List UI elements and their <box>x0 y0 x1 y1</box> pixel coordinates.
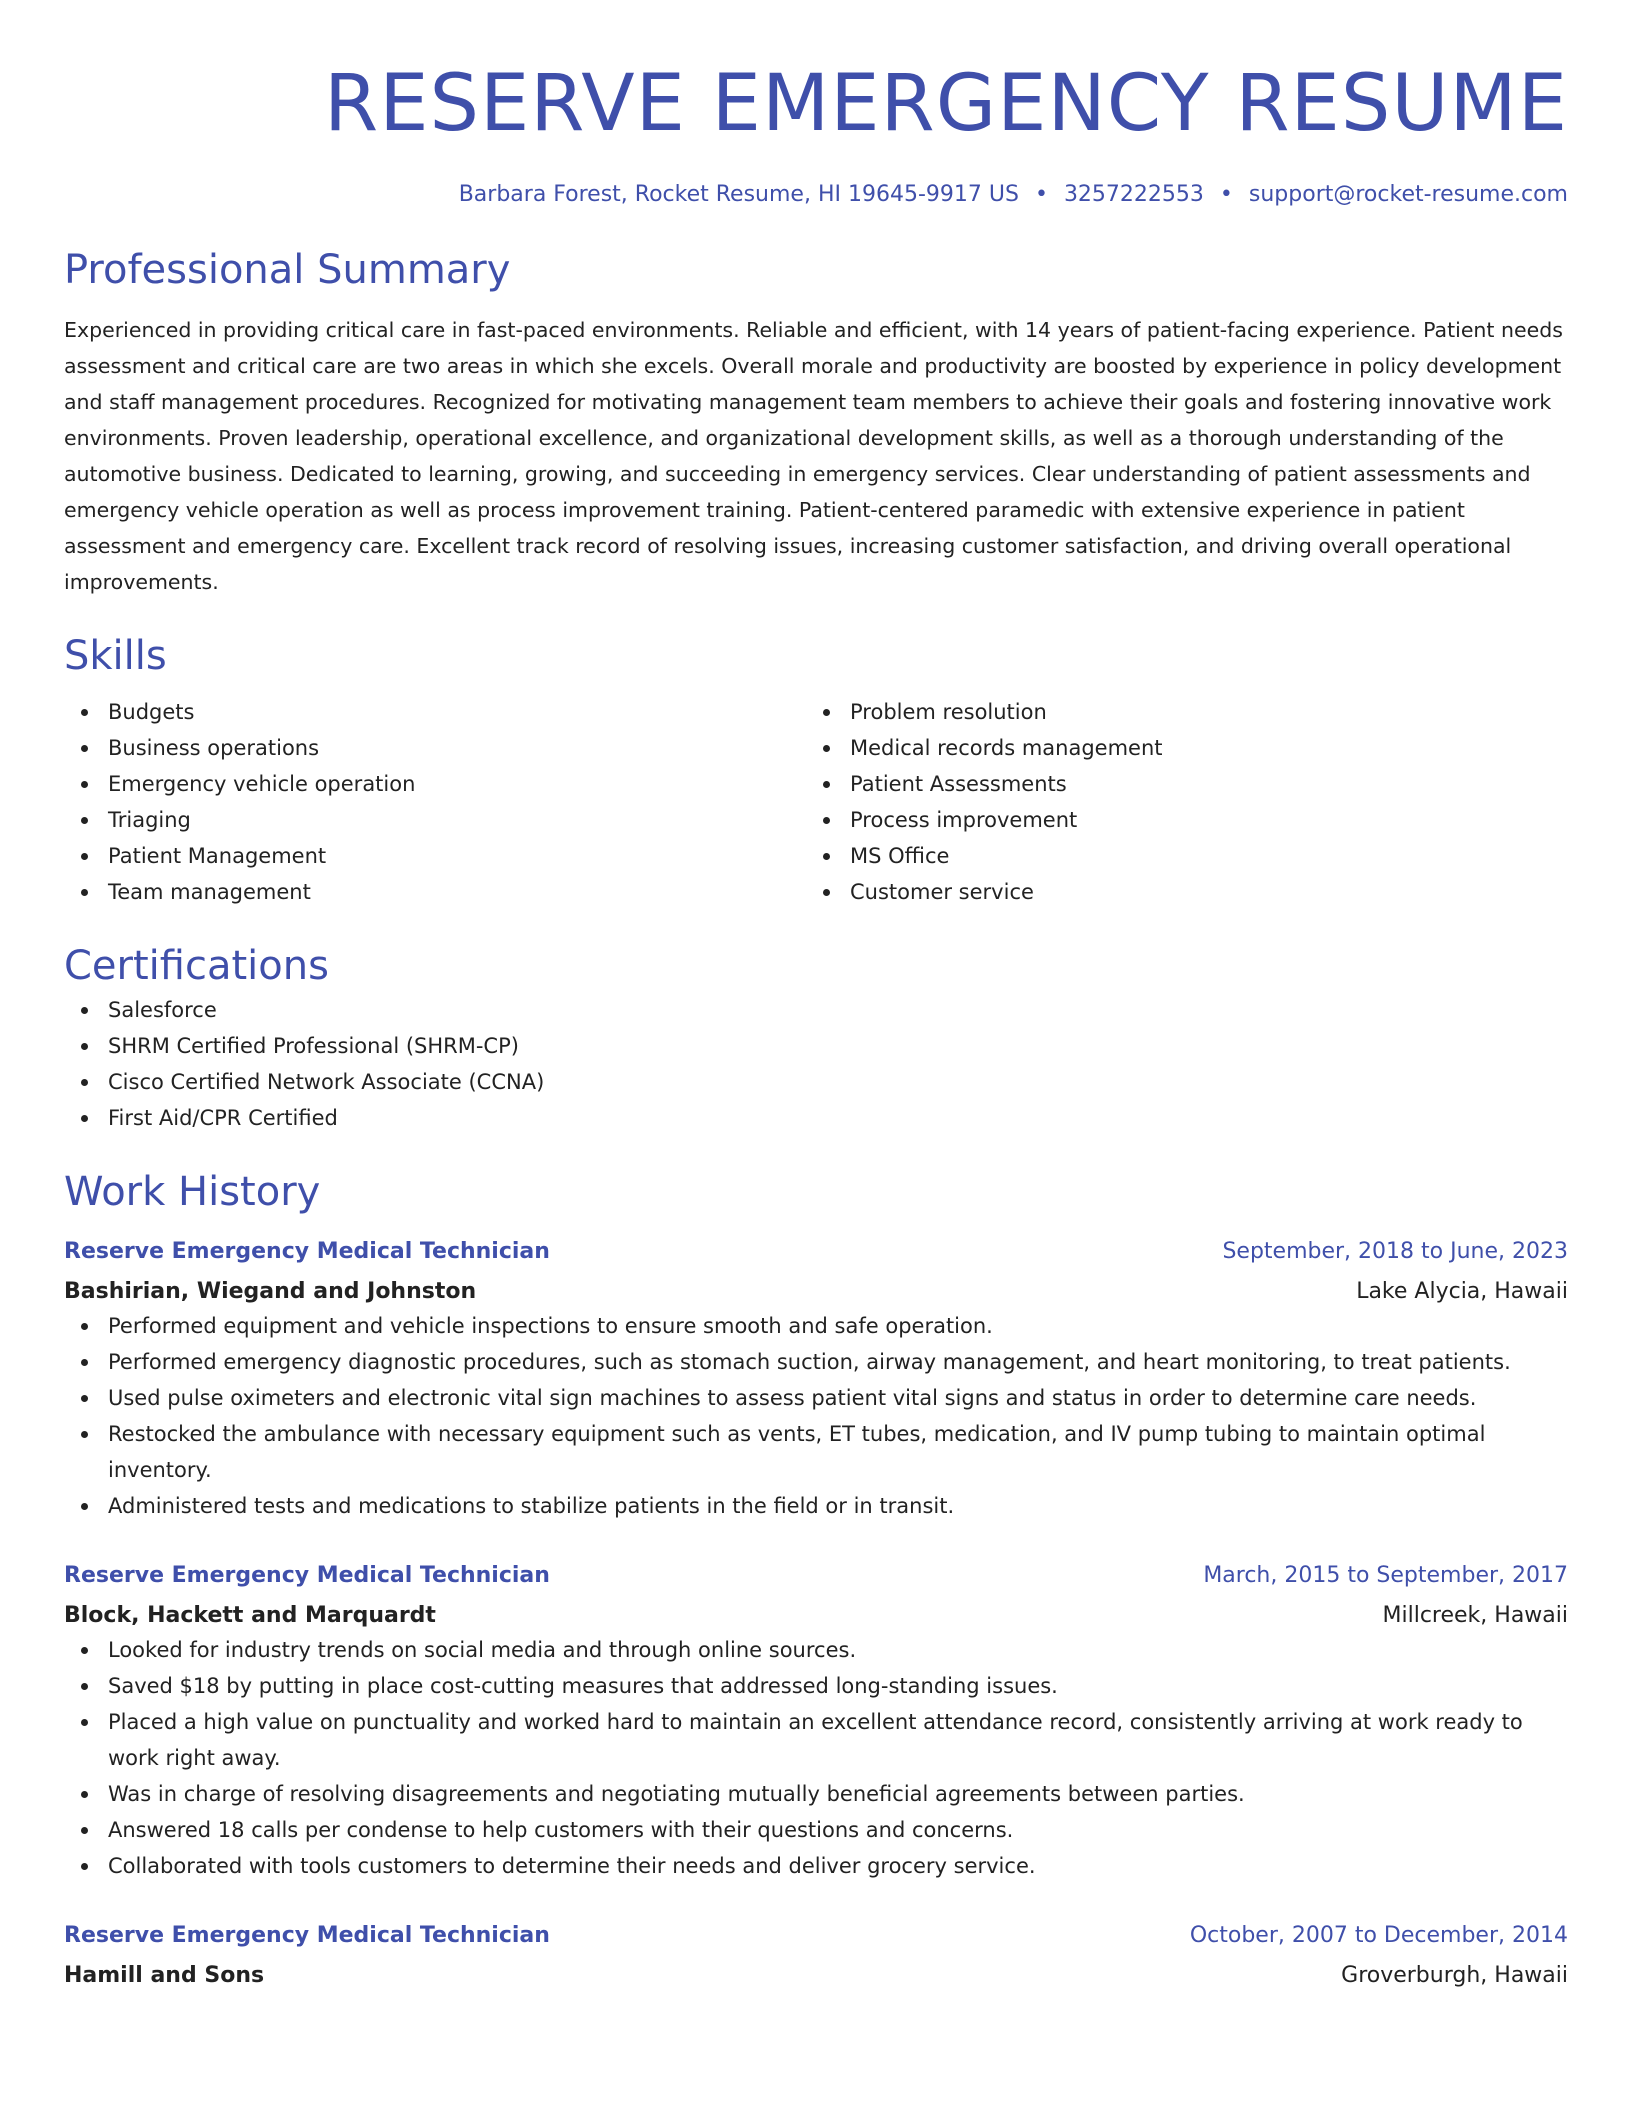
job-bullet: Saved $18 by putting in place cost-cutting measures that addressed long-standing issues. <box>64 1668 1568 1704</box>
job-bullet: Performed emergency diagnostic procedures, such as stomach suction, airway management, and heart monitoring, to treat patients. <box>64 1344 1568 1380</box>
skill-item: Process improvement <box>806 802 1548 838</box>
job-dates: March, 2015 to September, 2017 <box>1203 1563 1568 1588</box>
job-title: Reserve Emergency Medical Technician <box>64 1923 550 1948</box>
certifications-list <box>64 992 1568 1136</box>
certification-item: Cisco Certified Network Associate (CCNA) <box>64 1064 1568 1100</box>
job-bullet: Looked for industry trends on social media and through online sources. <box>64 1632 1568 1668</box>
skills-column-left <box>64 694 806 910</box>
job-company: Block, Hackett and Marquardt <box>64 1603 436 1628</box>
skill-item: Patient Assessments <box>806 766 1548 802</box>
job-bullet: Performed equipment and vehicle inspections to ensure smooth and safe operation. <box>64 1308 1568 1344</box>
certifications-section <box>64 940 1568 1136</box>
contact-separator: • <box>1219 182 1233 207</box>
skills-grid <box>64 694 1568 910</box>
job-company-row <box>64 1952 1568 1992</box>
job-entry <box>64 1236 1568 1524</box>
skill-item: MS Office <box>806 838 1548 874</box>
summary-text: Experienced in providing critical care in fast-paced environments. Reliable and efficient, with 14 years of patient-facing experience. Patient needs assessment and critical care are two areas in which she excels. Overall morale and productivity are boosted by experience in policy development and staff management procedures. Recognized for motivating management team members to achieve their goals and fostering innovative work environments. Proven leadership, operational excellence, and organizational development skills, as well as a thorough understanding of the automotive business. Dedicated to learning, growing, and succeeding in emergency services. Clear understanding of patient assessments and emergency vehicle operation as well as process improvement training. Patient-centered paramedic with extensive experience in patient assessment and emergency care. Excellent track record of resolving issues, increasing customer satisfaction, and driving overall operational improvements. <box>64 318 1563 594</box>
job-header-row <box>64 1920 1568 1952</box>
skill-item: Business operations <box>64 730 806 766</box>
summary-heading: Professional Summary <box>64 247 511 293</box>
job-bullet: Used pulse oximeters and electronic vital sign machines to assess patient vital signs and status in order to determine care needs. <box>64 1380 1568 1416</box>
job-header-row <box>64 1236 1568 1268</box>
contact-phone: 3257222553 <box>1063 182 1204 207</box>
work-history-section <box>64 1166 1568 1992</box>
job-location: Millcreek, Hawaii <box>1382 1603 1568 1628</box>
job-bullet: Collaborated with tools customers to determine their needs and deliver grocery service. <box>64 1848 1568 1884</box>
skills-list-left <box>64 694 806 910</box>
skill-item: Problem resolution <box>806 694 1548 730</box>
resume-header <box>64 0 1568 210</box>
job-entry <box>64 1920 1568 1992</box>
job-company-row <box>64 1592 1568 1632</box>
skills-list-right <box>806 694 1548 910</box>
job-bullet: Answered 18 calls per condense to help customers with their questions and concerns. <box>64 1812 1568 1848</box>
contact-line <box>64 180 1568 210</box>
skills-section <box>64 630 1568 910</box>
job-entry <box>64 1560 1568 1884</box>
skills-heading: Skills <box>64 633 167 679</box>
job-dates: September, 2018 to June, 2023 <box>1222 1239 1568 1264</box>
job-bullet: Was in charge of resolving disagreements and negotiating mutually beneficial agreements between parties. <box>64 1776 1568 1812</box>
certification-item: SHRM Certified Professional (SHRM-CP) <box>64 1028 1568 1064</box>
skill-item: Budgets <box>64 694 806 730</box>
contact-email: support@rocket-resume.com <box>1248 182 1568 207</box>
skill-item: Medical records management <box>806 730 1548 766</box>
resume-title: RESERVE EMERGENCY RESUME <box>324 59 1568 149</box>
contact-address: Barbara Forest, Rocket Resume, HI 19645-9917 US <box>458 182 1019 207</box>
contact-separator: • <box>1034 182 1048 207</box>
job-company: Hamill and Sons <box>64 1963 265 1988</box>
job-location: Groverburgh, Hawaii <box>1341 1963 1568 1988</box>
job-bullet-list <box>64 1308 1568 1524</box>
certification-item: Salesforce <box>64 992 1568 1028</box>
job-bullet: Administered tests and medications to stabilize patients in the field or in transit. <box>64 1488 1568 1524</box>
job-company-row <box>64 1268 1568 1308</box>
certifications-heading: Certifications <box>64 943 329 989</box>
job-bullet: Restocked the ambulance with necessary equipment such as vents, ET tubes, medication, and IV pump tubing to maintain optimal inventory. <box>64 1416 1568 1488</box>
certification-item: First Aid/CPR Certified <box>64 1100 1568 1136</box>
skill-item: Patient Management <box>64 838 806 874</box>
work-history-heading: Work History <box>64 1169 321 1215</box>
summary-section <box>64 244 1568 600</box>
job-title: Reserve Emergency Medical Technician <box>64 1239 550 1264</box>
job-bullet-list <box>64 1632 1568 1884</box>
job-company: Bashirian, Wiegand and Johnston <box>64 1279 477 1304</box>
job-location: Lake Alycia, Hawaii <box>1356 1279 1568 1304</box>
skills-column-right <box>806 694 1548 910</box>
job-dates: October, 2007 to December, 2014 <box>1189 1923 1568 1948</box>
skill-item: Customer service <box>806 874 1548 910</box>
job-bullet: Placed a high value on punctuality and worked hard to maintain an excellent attendance record, consistently arriving at work ready to work right away. <box>64 1704 1568 1776</box>
job-title: Reserve Emergency Medical Technician <box>64 1563 550 1588</box>
job-header-row <box>64 1560 1568 1592</box>
skill-item: Team management <box>64 874 806 910</box>
skill-item: Emergency vehicle operation <box>64 766 806 802</box>
skill-item: Triaging <box>64 802 806 838</box>
